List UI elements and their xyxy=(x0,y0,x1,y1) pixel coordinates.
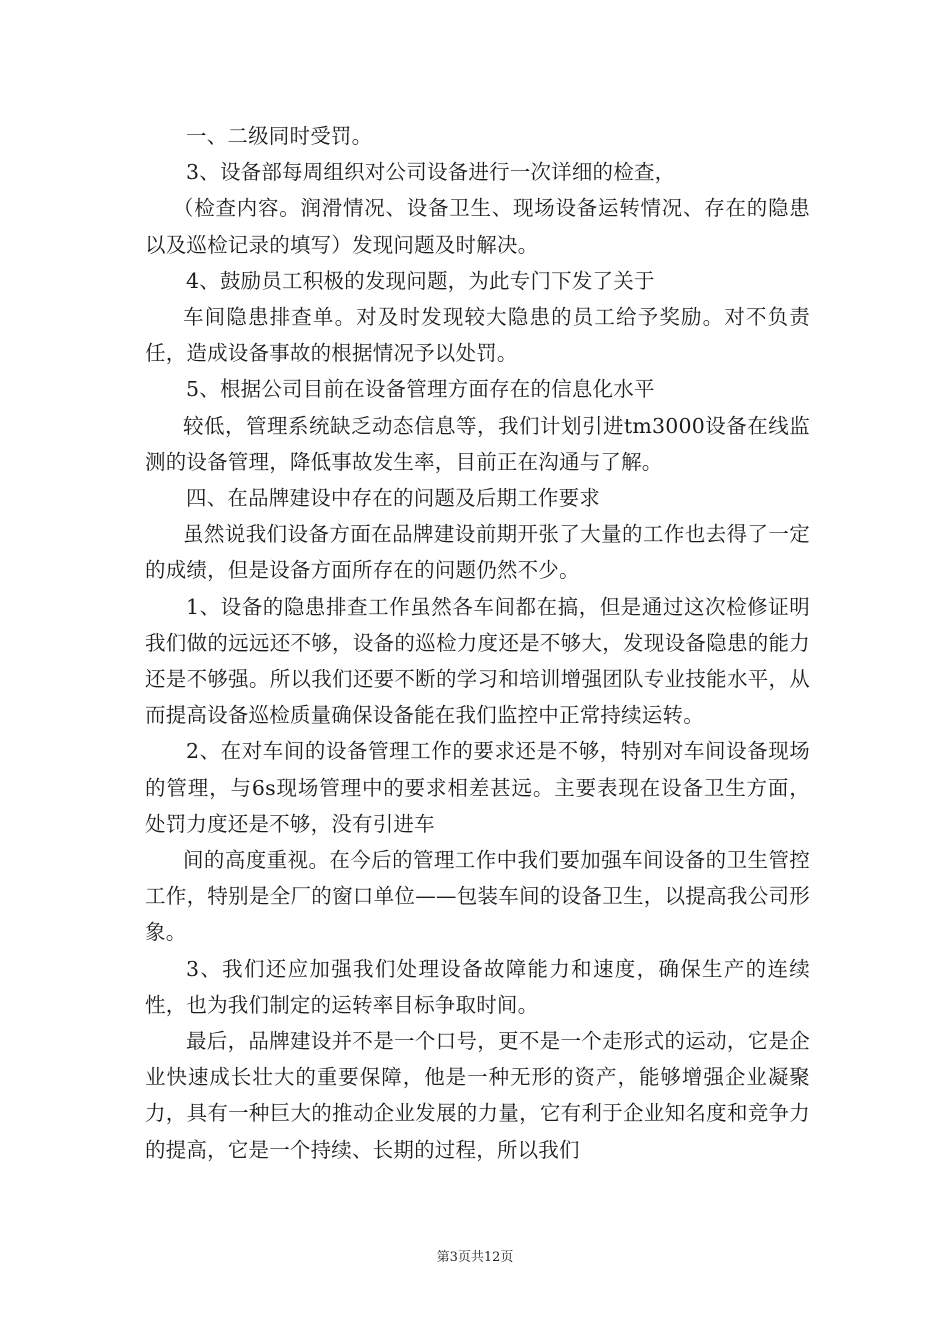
paragraph: 虽然说我们设备方面在品牌建设前期开张了大量的工作也去得了一定的成绩，但是设备方面所存在的问题仍然不少。 xyxy=(145,522,810,583)
paragraph: 1、设备的隐患排查工作虽然各车间都在搞，但是通过这次检修证明我们做的远远还不够，设备的巡检力度还是不够大，发现设备隐患的能力还是不够强。所以我们还要不断的学习和培训增强团队专业技能水平，从而提高设备巡检质量确保设备能在我们监控中正常持续运转。 xyxy=(145,594,810,728)
paragraph: 5、根据公司目前在设备管理方面存在的信息化水平 xyxy=(186,377,655,402)
paragraph: 3、我们还应加强我们处理设备故障能力和速度，确保生产的连续性，也为我们制定的运转率目标争取时间。 xyxy=(145,956,810,1017)
paragraph: 一、二级同时受罚。 xyxy=(186,124,373,148)
page-footer xyxy=(0,1246,950,1265)
section-heading: 四、在品牌建设中存在的问题及后期工作要求 xyxy=(186,486,600,511)
paragraph: 最后，品牌建设并不是一个口号，更不是一个走形式的运动，它是企业快速成长壮大的重要保障，他是一种无形的资产，能够增强企业凝聚力，具有一种巨大的推动企业发展的力量，它有利于企业知名度和竞争力的提高，它是一个持续、长期的过程，所以我们 xyxy=(145,1029,810,1162)
paragraph: 2、在对车间的设备管理工作的要求还是不够，特别对车间设备现场的管理，与6s现场管理中的要求相差甚远。主要表现在设备卫生方面，处罚力度还是不够，没有引进车 xyxy=(145,739,810,836)
page-number-label: 第3页共12页 xyxy=(436,1250,514,1265)
paragraph: 较低，管理系统缺乏动态信息等，我们计划引进tm3000设备在线监测的设备管理，降低事故发生率，目前正在沟通与了解。 xyxy=(145,413,810,474)
document-body xyxy=(145,118,810,1168)
paragraph: 3、设备部每周组织对公司设备进行一次详细的检查， xyxy=(186,160,676,185)
paragraph: （检查内容。润滑情况、设备卫生、现场设备运转情况、存在的隐患以及巡检记录的填写）发现问题及时解决。 xyxy=(145,196,810,257)
paragraph: 4、鼓励员工积极的发现问题，为此专门下发了关于 xyxy=(186,268,655,293)
paragraph: 车间隐患排查单。对及时发现较大隐患的员工给予奖励。对不负责任，造成设备事故的根据情况予以处罚。 xyxy=(145,305,810,366)
paragraph: 间的高度重视。在今后的管理工作中我们要加强车间设备的卫生管控工作，特别是全厂的窗口单位——包装车间的设备卫生，以提高我公司形象。 xyxy=(145,848,810,945)
